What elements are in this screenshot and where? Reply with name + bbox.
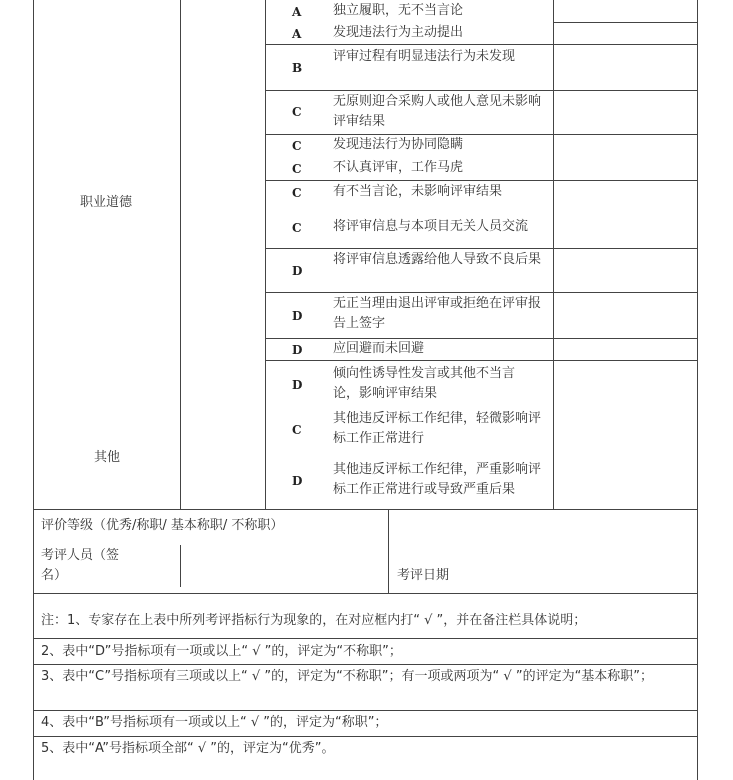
col-divider-remarks [553, 0, 554, 509]
grade-label: A [292, 5, 302, 19]
section-bottom-line [33, 509, 698, 510]
note-item: 4、表中“B”号指标项有一项或以上“ √ ”的，评定为“称职”； [41, 715, 388, 730]
criterion-text: 倾向性诱导性发言或其他不当言论，影响评审结果 [333, 366, 516, 401]
grade-label: C [292, 162, 302, 176]
criterion-text: 评审过程有明显违法行为未发现 [333, 49, 516, 64]
criterion-text: 应回避而未回避 [333, 341, 425, 356]
rating-level-label: 评价等级（优秀/称职/ 基本称职/ 不称职） [41, 518, 284, 533]
note-line [33, 638, 698, 639]
grade-label: C [292, 221, 302, 235]
row-line [265, 180, 698, 181]
grade-label: C [292, 186, 302, 200]
note-item: 5、表中“A”号指标项全部“ √ ”的，评定为“优秀”。 [41, 741, 335, 756]
category-ethics: 职业道德 [80, 195, 133, 210]
note-item: 2、表中“D”号指标项有一项或以上“ √ ”的，评定为“不称职”； [41, 644, 402, 659]
grade-label: D [292, 309, 303, 323]
grade-label: C [292, 105, 302, 119]
row-line [265, 292, 698, 293]
criterion-text: 无正当理由退出评审或拒绝在评审报告上签字 [333, 296, 542, 331]
grade-label: D [292, 343, 303, 357]
grade-label: B [292, 61, 303, 75]
row-line-remark [553, 22, 698, 23]
grade-label: D [292, 474, 303, 488]
criterion-text: 将评审信息与本项目无关人员交流 [333, 219, 529, 234]
criterion-text: 将评审信息透露给他人导致不良后果 [333, 252, 542, 267]
grade-label: C [292, 423, 302, 437]
criterion-text: 其他违反评标工作纪律，严重影响评标工作正常进行或导致严重后果 [333, 462, 542, 497]
note-line [33, 664, 698, 665]
criterion-text: 发现违法行为协同隐瞒 [333, 137, 464, 152]
row-line [265, 360, 698, 361]
table-border-left [33, 0, 34, 780]
criterion-text: 独立履职，无不当言论 [333, 3, 464, 18]
note-item: 注：1、专家存在上表中所列考评指标行为现象的，在对应框内打“ √ ”，并在备注栏具体说明； [41, 613, 587, 628]
col-divider-grade [265, 0, 266, 509]
row-line [265, 90, 698, 91]
criterion-text: 不认真评审，工作马虎 [333, 160, 464, 175]
table-border-right [697, 0, 698, 780]
footer-bottom-line [33, 593, 698, 594]
criterion-text: 有不当言论，未影响评审结果 [333, 184, 503, 199]
assessment-date-label: 考评日期 [397, 568, 450, 583]
assessor-signature-label: 考评人员（签名） [41, 548, 120, 583]
col-divider-category [180, 0, 181, 509]
note-line [33, 736, 698, 737]
row-line [265, 44, 698, 45]
note-line [33, 710, 698, 711]
footer-col-divider [388, 509, 389, 593]
category-other: 其他 [94, 450, 121, 465]
criterion-text: 其他违反评标工作纪律，轻微影响评标工作正常进行 [333, 411, 542, 446]
grade-label: C [292, 139, 302, 153]
note-item: 3、表中“C”号指标项有三项或以上“ √ ”的，评定为“不称职”；有一项或两项为“ √ ”的评定为“基本称职”； [41, 669, 654, 684]
row-line [265, 248, 698, 249]
grade-label: A [292, 27, 302, 41]
criterion-text: 发现违法行为主动提出 [333, 25, 464, 40]
criterion-text: 无原则迎合采购人或他人意见未影响评审结果 [333, 94, 542, 129]
grade-label: D [292, 378, 303, 392]
grade-label: D [292, 264, 303, 278]
footer-sign-divider [180, 545, 181, 587]
